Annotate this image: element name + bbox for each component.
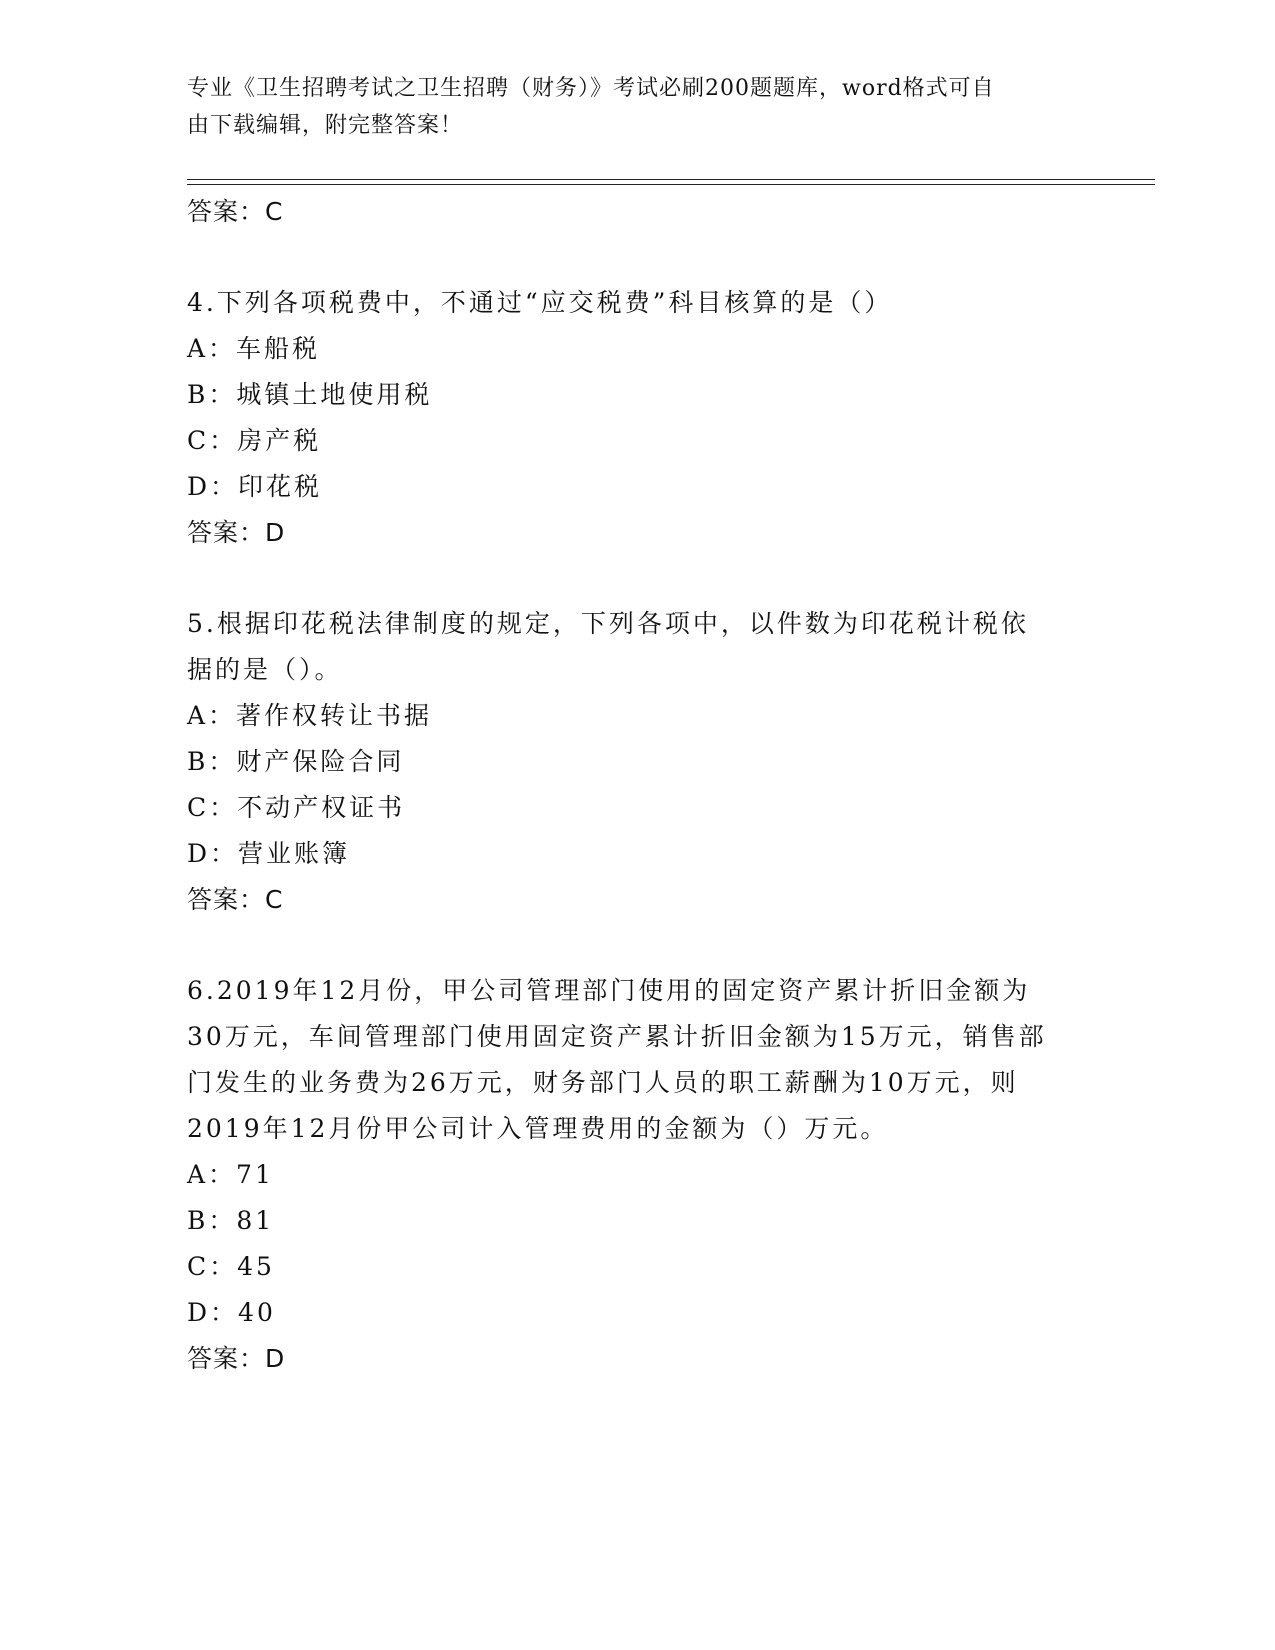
- header-divider-thick: [187, 179, 1155, 180]
- document-header: [187, 70, 1087, 144]
- spacer: [187, 923, 1087, 968]
- previous-answer: 答案：C: [187, 197, 284, 226]
- option-a: A：71: [187, 1160, 274, 1189]
- option-d: D：40: [187, 1298, 276, 1327]
- option-a: A：著作权转让书据: [187, 701, 433, 730]
- stem-line: 2019年12月份甲公司计入管理费用的金额为（）万元。: [187, 1114, 889, 1143]
- option-d: D：营业账簿: [187, 839, 351, 868]
- stem-line: 5.根据印花税法律制度的规定，下列各项中，以件数为印花税计税依: [187, 609, 1029, 638]
- question-list: [187, 189, 1087, 1382]
- option-c: C：不动产权证书: [187, 793, 406, 822]
- stem-line: 30万元，车间管理部门使用固定资产累计折旧金额为15万元，销售部: [187, 1022, 1047, 1051]
- option-b: B：81: [187, 1206, 275, 1235]
- question-4: [187, 280, 1087, 556]
- answer: 答案：C: [187, 885, 284, 914]
- option-c: C：房产税: [187, 426, 322, 455]
- stem-line: 据的是（）。: [187, 655, 343, 684]
- stem-line: 门发生的业务费为26万元，财务部门人员的职工薪酬为10万元，则: [187, 1068, 1019, 1097]
- stem-line: 6.2019年12月份，甲公司管理部门使用的固定资产累计折旧金额为: [187, 976, 1031, 1005]
- question-stem: [187, 280, 1087, 326]
- question-stem: [187, 601, 1087, 693]
- answer: 答案：D: [187, 518, 286, 547]
- option-c: C：45: [187, 1252, 275, 1281]
- question-5: [187, 601, 1087, 923]
- header-line-2: 由下载编辑，附完整答案！: [187, 113, 464, 138]
- option-d: D：印花税: [187, 472, 323, 501]
- stem-line: 4.下列各项税费中，不通过“应交税费”科目核算的是（）: [187, 288, 893, 317]
- spacer: [187, 235, 1087, 280]
- header-divider-thin: [187, 184, 1155, 185]
- option-a: A：车船税: [187, 334, 321, 363]
- question-stem: [187, 968, 1087, 1152]
- option-b: B：城镇土地使用税: [187, 380, 433, 409]
- spacer: [187, 556, 1087, 601]
- header-line-1: 专业《卫生招聘考试之卫生招聘（财务）》考试必刷200题题库，word格式可自: [187, 76, 995, 101]
- option-b: B：财产保险合同: [187, 747, 405, 776]
- answer: 答案：D: [187, 1344, 286, 1373]
- question-6: [187, 968, 1087, 1382]
